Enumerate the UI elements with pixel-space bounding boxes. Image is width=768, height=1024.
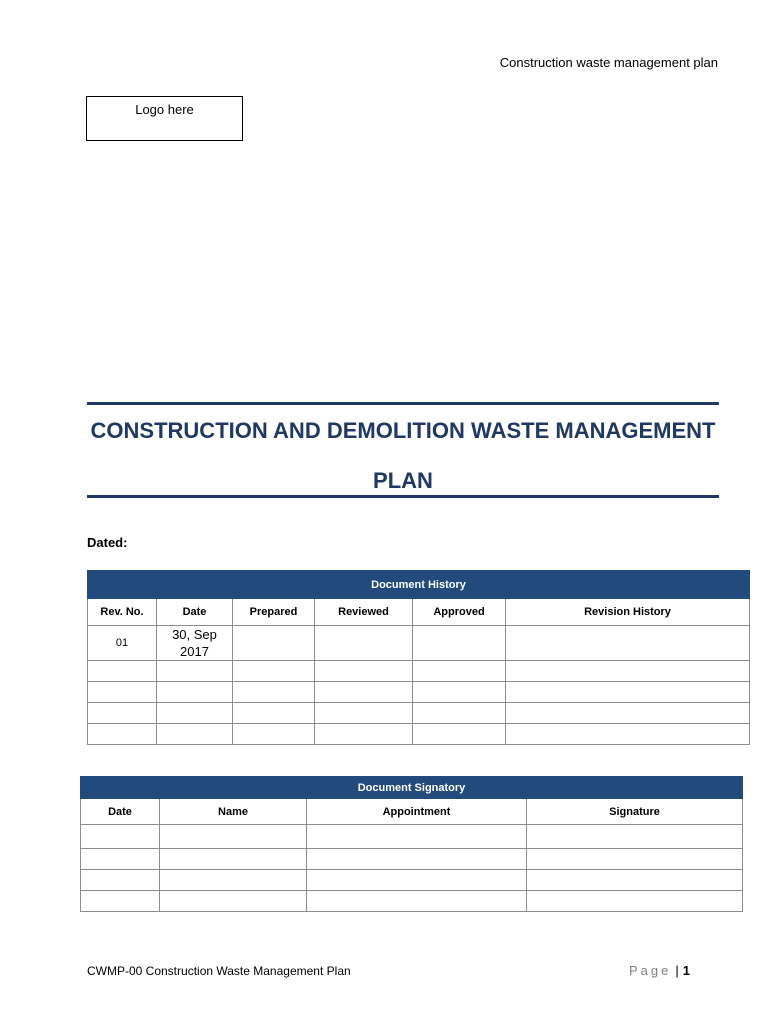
table-cell (160, 849, 307, 870)
table-cell (307, 870, 527, 891)
dated-label: Dated: (87, 535, 128, 550)
page-number: 1 (682, 963, 690, 978)
table-row (81, 891, 743, 912)
table-cell (307, 891, 527, 912)
col-rev-no: Rev. No. (88, 599, 157, 626)
table-cell (413, 703, 506, 724)
table-cell (527, 825, 743, 849)
table-cell (233, 626, 315, 661)
table-cell (506, 682, 750, 703)
table-cell (88, 661, 157, 682)
col-revision-history: Revision History (506, 599, 750, 626)
table-row (81, 870, 743, 891)
table-cell (81, 870, 160, 891)
table-cell (160, 825, 307, 849)
table-cell: 30, Sep 2017 (157, 626, 233, 661)
table-cell (315, 724, 413, 745)
document-signatory-table (80, 776, 743, 912)
footer-page-number (629, 963, 690, 978)
page-separator: | (675, 963, 679, 978)
footer-doc-reference: CWMP-00 Construction Waste Management Plan (87, 964, 351, 978)
logo-placeholder (86, 96, 243, 141)
table-cell (315, 626, 413, 661)
table-cell (88, 703, 157, 724)
table-cell (157, 724, 233, 745)
table-cell (527, 891, 743, 912)
table-cell (413, 724, 506, 745)
table-cell (81, 849, 160, 870)
table-cell (527, 849, 743, 870)
table-row (88, 682, 750, 703)
table-cell (81, 891, 160, 912)
table-cell (315, 661, 413, 682)
table-cell (233, 661, 315, 682)
table-cell (413, 661, 506, 682)
table-cell (506, 626, 750, 661)
col-sig-name: Name (160, 799, 307, 825)
table-cell (413, 682, 506, 703)
running-header: Construction waste management plan (499, 55, 718, 70)
table-cell (506, 661, 750, 682)
table-cell (315, 703, 413, 724)
document-history-table (87, 570, 750, 745)
signatory-header-row (81, 799, 743, 825)
table-cell (88, 682, 157, 703)
document-title-line1: CONSTRUCTION AND DEMOLITION WASTE MANAGEMENT (90, 418, 716, 443)
document-signatory-caption: Document Signatory (81, 777, 743, 799)
title-rule-top (87, 402, 719, 405)
table-cell (527, 870, 743, 891)
table-row (88, 703, 750, 724)
col-sig-signature: Signature (527, 799, 743, 825)
table-cell (233, 682, 315, 703)
col-prepared: Prepared (233, 599, 315, 626)
table-cell (413, 626, 506, 661)
table-cell (157, 703, 233, 724)
table-cell (160, 891, 307, 912)
col-date: Date (157, 599, 233, 626)
logo-placeholder-label: Logo here (135, 102, 194, 117)
table-cell (157, 682, 233, 703)
history-header-row (88, 599, 750, 626)
title-rule-bottom (87, 495, 719, 498)
table-cell (506, 703, 750, 724)
document-title (87, 406, 719, 506)
document-history-caption: Document History (88, 571, 750, 599)
col-reviewed: Reviewed (315, 599, 413, 626)
table-row (81, 825, 743, 849)
table-row (88, 724, 750, 745)
col-sig-appointment: Appointment (307, 799, 527, 825)
table-cell (157, 661, 233, 682)
table-cell (81, 825, 160, 849)
table-cell (506, 724, 750, 745)
table-cell (233, 703, 315, 724)
col-sig-date: Date (81, 799, 160, 825)
table-cell (307, 849, 527, 870)
document-title-line2: PLAN (373, 468, 433, 493)
table-cell: 01 (88, 626, 157, 661)
table-cell (307, 825, 527, 849)
table-row (88, 661, 750, 682)
table-cell (160, 870, 307, 891)
col-approved: Approved (413, 599, 506, 626)
table-cell (233, 724, 315, 745)
table-cell (315, 682, 413, 703)
page-label: Page (629, 963, 672, 978)
table-row (81, 849, 743, 870)
table-cell (88, 724, 157, 745)
table-row (88, 626, 750, 661)
